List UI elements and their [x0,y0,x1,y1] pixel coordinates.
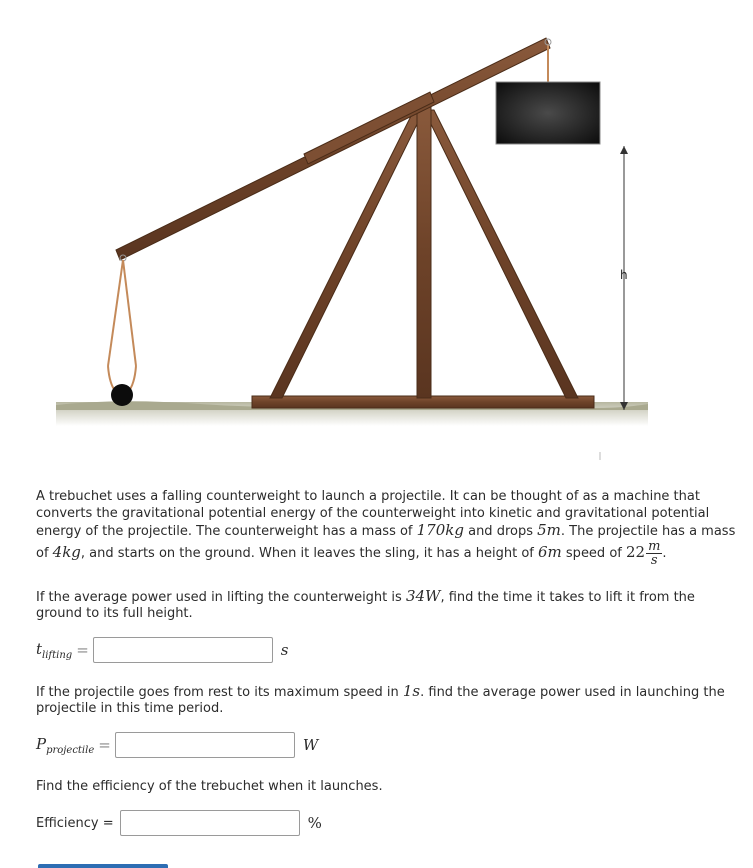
q2-answer-row [36,732,318,758]
intro-text-3: . The projectile has a mass of [36,524,736,561]
speed-unit-den: s [650,553,658,568]
cw-drop: 5m [537,521,561,539]
efficiency-label: Efficiency = [36,815,114,831]
q2-label-var: P [36,734,47,753]
q2-label-sub: projectile [46,744,95,756]
q3-text: Find the efficiency of the trebuchet when it launches. [36,779,383,794]
counterweight [496,82,600,144]
q1-power: 34W [405,587,441,605]
left-leg [270,110,424,398]
efficiency-input[interactable] [120,810,300,836]
sling-rope-right [123,260,136,366]
question-1 [36,588,736,622]
right-leg [424,110,578,398]
proj-speed: 22 [625,543,646,561]
projectile [111,384,133,406]
height-label: h [620,268,628,282]
cw-mass: 170kg [416,521,464,539]
intro-text-2: and drops [463,524,538,539]
question-3 [36,779,736,795]
q2-label [36,735,94,756]
proj-height: 6m [538,543,562,561]
speed-unit [646,540,662,567]
question-2 [36,683,736,717]
intro-text-6: . [662,546,667,561]
intro-text-1: A trebuchet uses a falling counterweight to launch a projectile. It can be thought of as a machine that converts the gravitational potential energy of the counterweight into kinetic and gravitational potential energy of the projectile. The counterweight has a mass of [36,489,710,539]
center-post [417,104,431,398]
q2-time: 1s [402,682,421,700]
q1-label-var: t [36,639,43,658]
submit-button-partial[interactable] [38,864,168,868]
q2-equals: = [98,736,111,754]
speed-unit-num: m [648,539,661,554]
q2-text-1: If the projectile goes from rest to its maximum speed in [36,685,403,700]
q1-equals: = [76,641,89,659]
q1-answer-row [36,637,288,663]
intro-text-4: , and starts on the ground. When it leaves the sling, it has a height of [80,546,538,561]
q1-label [36,640,72,661]
efficiency-unit: % [307,814,322,832]
sling-rope-left [108,260,123,366]
t-lifting-input[interactable] [93,637,273,663]
intro-text-5: speed of [561,546,626,561]
q1-text-2: , find the time it takes to lift it from the ground to its full height. [36,590,695,621]
problem-statement [36,488,736,567]
q3-answer-row [36,810,322,836]
q1-text-1: If the average power used in lifting the counterweight is [36,590,406,605]
q1-unit: s [280,641,289,659]
height-arrow-top [620,146,628,154]
q2-unit: W [302,736,319,754]
q2-text-2: . find the average power used in launching the projectile in this time period. [36,685,725,716]
q1-label-sub: lifting [42,649,73,661]
p-projectile-input[interactable] [115,732,295,758]
proj-mass: 4kg [52,543,81,561]
